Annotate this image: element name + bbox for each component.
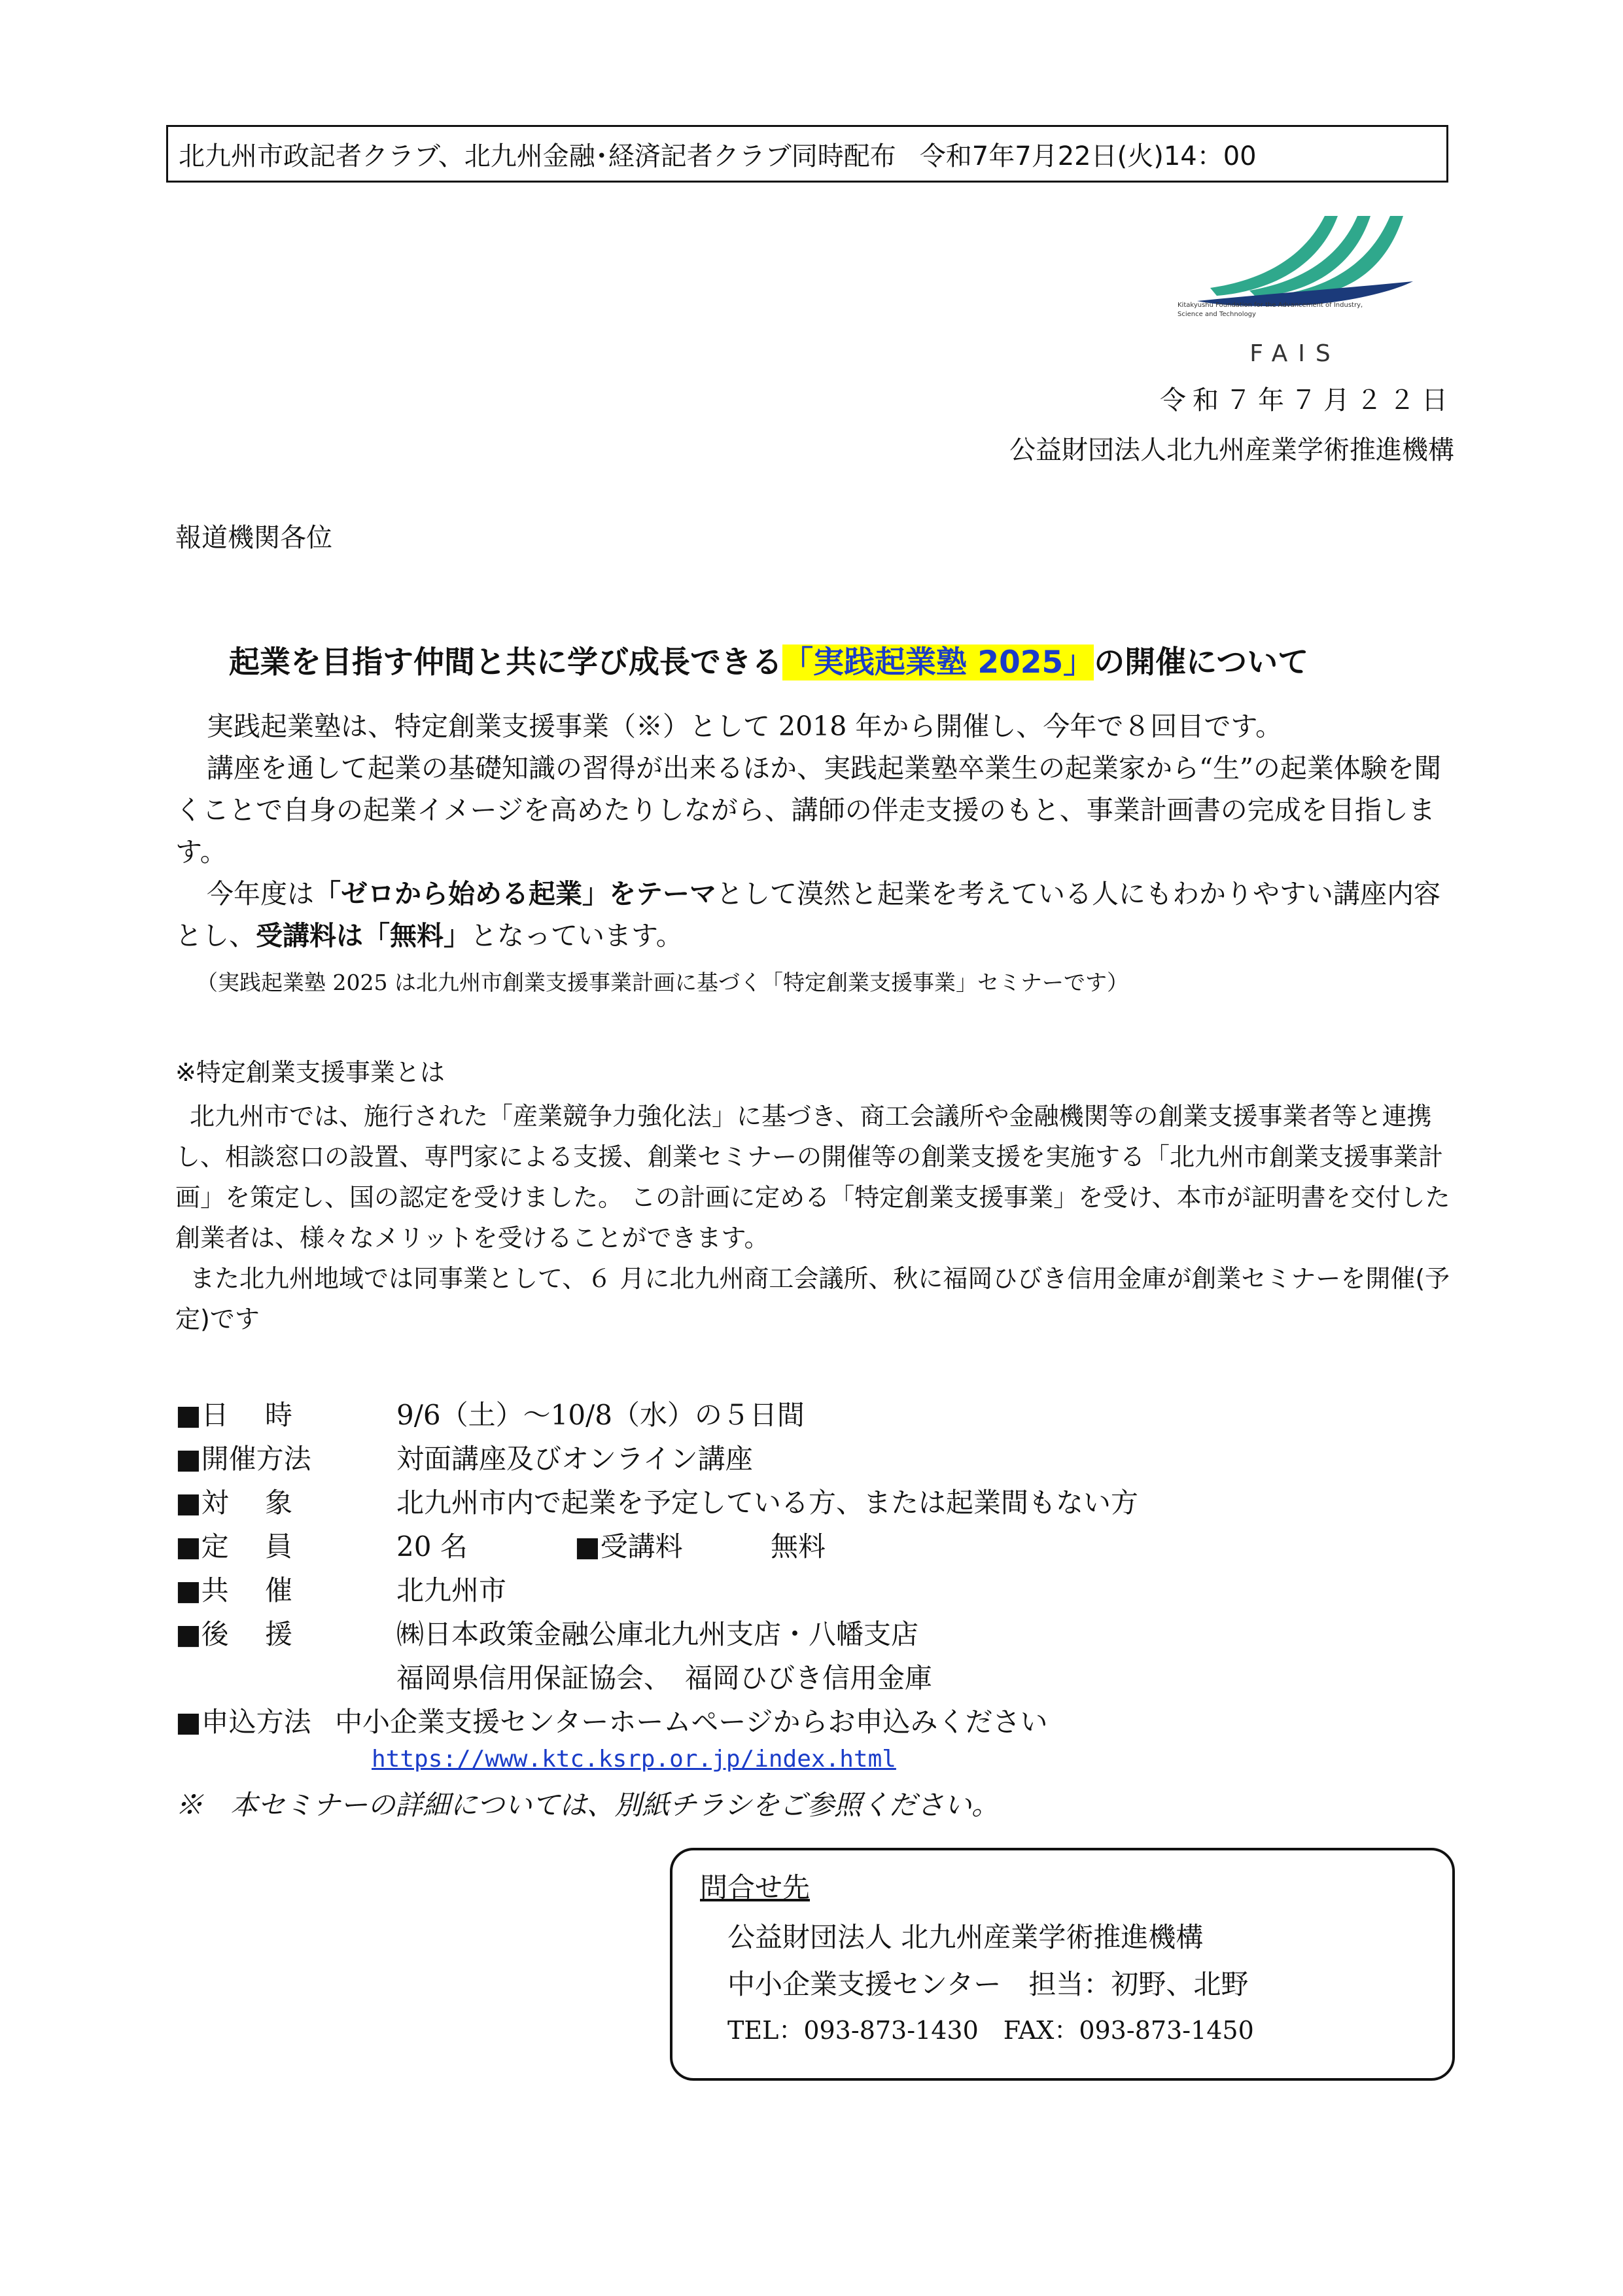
application-url-link[interactable]: https://www.ktc.ksrp.or.jp/index.html [372,1746,896,1773]
distribution-text: 北九州市政記者クラブ、北九州金融･経済記者クラブ同時配布 [179,141,896,171]
intro-paren-note: （実践起業塾 2025 は北九州市創業支援事業計画に基づく「特定創業支援事業」セミナーです） [196,970,1128,995]
contact-person: 中小企業支援センター 担当：初野、北野 [727,1968,1249,2000]
detail-row-method: ■開催方法 対面講座及びオンライン講座 [175,1443,753,1475]
intro-paragraph-3: 今年度は「ゼロから始める起業」をテーマとして漠然と起業を考えている人にもわかりやすい講座内容とし、受講料は「無料」となっています。 [175,878,1440,951]
distribution-datetime: 令和7年7月22日(火)14：00 [919,141,1257,171]
contact-heading: 問合せ先 [700,1871,811,1903]
issuer-name: 公益財団法人北九州産業学術推進機構 [1009,435,1454,465]
intro-paragraph-1: 実践起業塾は、特定創業支援事業（※）として 2018 年から開催し、今年で８回目です。 [207,711,1283,742]
detail-row-cohost: ■共 催 北九州市 [175,1574,507,1606]
note-body [175,1096,1457,1339]
detail-row-apply: ■申込方法 中小企業支援センターホームページからお申込みください [175,1706,1048,1738]
intro-body [175,705,1457,957]
note-heading: ※特定創業支援事業とは [175,1058,445,1087]
note-paragraph-2: また北九州地域では同事業として、６ 月に北九州商工会議所、秋に福岡ひびき信用金庫が創業セミナーを開催(予定)です [175,1264,1450,1333]
note-paragraph-1: 北九州市では、施行された「産業競争力強化法」に基づき、商工会議所や金融機関等の創業支援事業者等と連携し、相談窓口の設置、専門家による支援、創業セミナーの開催等の創業支援を実施する「北九州市創業支援事業計画」を策定し、国の認定を受けました。 この計画に定める「特定創業支援事業」を受け、本市が証明書を交付した創業者は、様々なメリットを受けることができます。 [175,1102,1450,1252]
intro-paragraph-2: 講座を通して起業の基礎知識の習得が出来るほか、実践起業塾卒業生の起業家から“生”の起業体験を聞くことで自身の起業イメージを高めたりしながら、講師の伴走支援のもと、事業計画書の完成を目指します。 [175,752,1441,868]
fais-wave-icon [1178,209,1452,308]
logo-tagline: Kitakyushu Foundation for the Advancement of Industry, Science and Technology [1178,302,1363,318]
document-title [229,638,1308,682]
contact-org: 公益財団法人 北九州産業学術推進機構 [727,1921,1204,1953]
logo-wordmark: FAIS [1249,340,1341,367]
title-tail: の開催について [1094,645,1309,680]
fee-emphasis: 受講料は「無料」 [256,920,470,951]
title-highlight: 「実践起業塾 2025」 [782,645,1094,680]
contact-box [670,1848,1455,2081]
detail-row-date: ■日 時 9/6（土）～10/8（水）の５日間 [175,1399,805,1431]
detail-row-support: ■後 援 ㈱日本政策金融公庫北九州支店・八幡支店 [175,1618,919,1650]
event-details [175,1394,1457,1744]
flyer-footnote: ※ 本セミナーの詳細については、別紙チラシをご参照ください。 [175,1789,1000,1821]
fais-logo [1178,209,1452,373]
distribution-header [166,125,1448,183]
issue-date: 令和７年７月２２日 [1160,385,1454,415]
detail-row-support-2: 福岡県信用保証協会、 福岡ひびき信用金庫 [396,1662,933,1694]
detail-row-capacity: ■定 員 20 名 ■受講料 無料 [175,1530,826,1563]
theme-emphasis: 「ゼロから始める起業」をテーマ [314,878,716,910]
contact-phone-fax: TEL：093-873-1430 FAX：093-873-1450 [727,2016,1254,2045]
title-lead: 起業を目指す仲間と共に学び成長できる [229,645,782,680]
addressee: 報道機関各位 [175,523,332,553]
detail-row-target: ■対 象 北九州市内で起業を予定している方、または起業間もない方 [175,1487,1139,1519]
